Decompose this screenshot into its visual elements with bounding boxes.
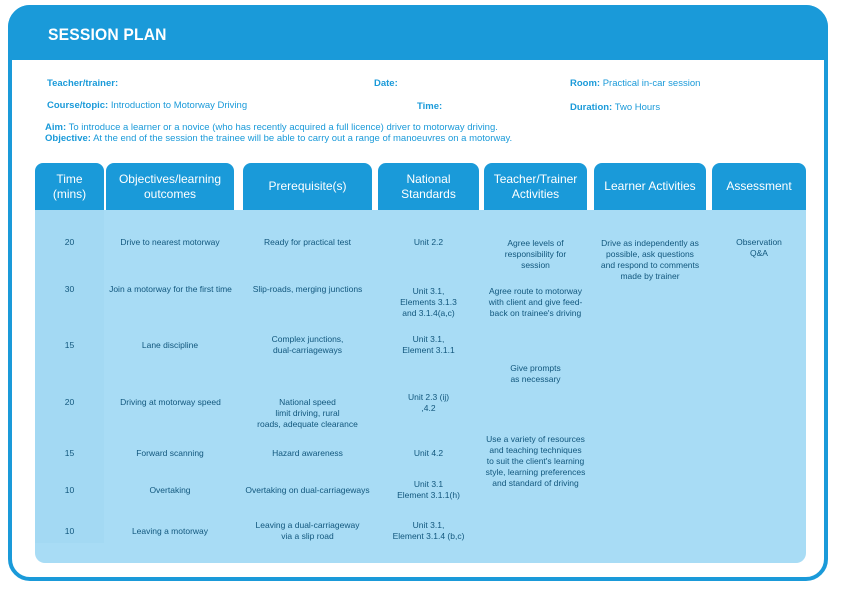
prereq-line: Ready for practical test	[264, 237, 351, 247]
teacher-activity	[482, 286, 589, 319]
date-label: Date:	[374, 78, 398, 89]
standards-line: Element 3.1.1(h)	[397, 490, 460, 501]
header-time	[35, 163, 104, 210]
row-prereq	[240, 448, 375, 459]
prereq-line: limit driving, rural	[275, 408, 340, 419]
activity-line: to suit the client's learning	[486, 456, 585, 467]
row-standards	[378, 479, 479, 501]
aim-label: Aim:	[45, 122, 67, 133]
row-prereq	[240, 237, 375, 248]
duration-label: Duration:	[570, 102, 613, 113]
row-prereq	[238, 485, 377, 496]
standards-line: Unit 2.3 (ij)	[407, 392, 450, 402]
header-tta-line1: Teacher/Trainer	[493, 172, 578, 187]
row-prereq	[240, 520, 375, 542]
row-objective: Join a motorway for the first time	[109, 284, 232, 294]
teacher-activity	[484, 238, 587, 271]
activity-line: with client and give feed-	[488, 297, 583, 308]
activity-line: Give prompts	[510, 363, 561, 373]
prereq-line: Complex junctions,	[271, 334, 344, 344]
standards-line: Elements 3.1.3	[400, 297, 457, 308]
assessment-line: Q&A	[750, 248, 768, 259]
header-prerequisites	[243, 163, 372, 210]
objective-label: Objective:	[45, 133, 91, 144]
row-objective: Driving at motorway speed	[120, 397, 221, 407]
standards-line: Unit 2.2	[413, 237, 444, 247]
row-standards	[378, 392, 479, 414]
header-tta-line2: Activities	[511, 186, 560, 201]
standards-line: Unit 3.1	[413, 479, 444, 489]
teacher-field	[47, 78, 118, 89]
room-label: Room:	[570, 78, 601, 89]
row-standards	[378, 237, 479, 248]
prereq-line: Leaving a dual-carriageway	[255, 520, 360, 530]
course-value: Introduction to Motorway Driving	[110, 100, 248, 111]
assessment-line: Observation	[736, 237, 782, 247]
standards-line: Element 3.1.1	[402, 345, 455, 356]
row-objective: Leaving a motorway	[131, 526, 209, 536]
header-standards	[378, 163, 479, 210]
activity-line: and standard of driving	[492, 478, 579, 489]
header-teacher-activities	[484, 163, 587, 210]
activity-line: session	[521, 260, 550, 271]
prereq-line: Slip-roads, merging junctions	[252, 284, 363, 294]
activity-line: back on trainee's driving	[489, 308, 582, 319]
standards-line: Unit 4.2	[413, 448, 444, 458]
learner-line: possible, ask questions	[606, 249, 694, 260]
standards-line: Unit 3.1,	[412, 334, 445, 344]
standards-line: and 3.1.4(a,c)	[402, 308, 455, 319]
activity-line: Agree levels of	[507, 238, 564, 248]
header-learner-text: Learner Activities	[604, 179, 696, 194]
row-objective: Drive to nearest motorway	[120, 237, 220, 247]
row-time: 10	[64, 526, 75, 536]
prereq-line: roads, adequate clearance	[257, 419, 358, 430]
assessment-cell	[712, 237, 806, 259]
header-ns-line2: Standards	[401, 186, 456, 201]
header-objectives	[106, 163, 234, 210]
activity-line: and teaching techniques	[489, 445, 582, 456]
activity-line: Agree route to motorway	[488, 286, 583, 296]
header-ns-line1: National	[406, 172, 451, 187]
learner-line: made by trainer	[620, 271, 680, 282]
row-standards	[378, 448, 479, 459]
activity-line: responsibility for	[504, 249, 567, 260]
standards-line: Element 3.1.4 (b,c)	[392, 531, 465, 542]
row-standards	[378, 520, 479, 542]
row-standards	[378, 286, 479, 319]
row-prereq	[240, 334, 375, 356]
header-obj-line1: Objectives/learning	[118, 172, 222, 187]
activity-line: as necessary	[510, 374, 561, 385]
row-objective: Forward scanning	[136, 448, 204, 458]
header-time-line2: (mins)	[52, 186, 87, 201]
standards-line: Unit 3.1,	[412, 520, 445, 530]
room-value: Practical in-car session	[602, 78, 701, 89]
row-time: 15	[64, 340, 75, 350]
room-field	[570, 78, 700, 89]
row-standards	[378, 334, 479, 356]
header-obj-line2: outcomes	[143, 186, 197, 201]
row-time: 20	[64, 237, 75, 247]
duration-field	[570, 102, 660, 113]
row-time: 30	[64, 284, 75, 294]
row-prereq	[240, 397, 375, 430]
teacher-activity	[484, 363, 587, 385]
header-assessment-text: Assessment	[726, 179, 792, 194]
objective-text: At the end of the session the trainee will be able to carry out a range of manoeuvres on a motorway.	[93, 133, 513, 144]
row-objective: Overtaking	[149, 485, 191, 495]
learner-line: and respond to comments	[600, 260, 700, 271]
time-label: Time:	[417, 101, 443, 112]
row-time: 10	[64, 485, 75, 495]
row-objective: Lane discipline	[141, 340, 199, 350]
prereq-line: dual-carriageways	[273, 345, 342, 356]
date-field	[374, 78, 398, 89]
activity-line: style, learning preferences	[485, 467, 586, 478]
row-time: 15	[64, 448, 75, 458]
duration-value: Two Hours	[614, 102, 661, 113]
learner-activity	[594, 238, 706, 282]
aim-text: To introduce a learner or a novice (who has recently acquired a full licence) driver to motorway driving.	[68, 122, 498, 133]
objective-line	[45, 133, 512, 144]
time-field	[417, 101, 442, 112]
row-time: 20	[64, 397, 75, 407]
header-prereq-text: Prerequisite(s)	[268, 179, 347, 194]
learner-line: Drive as independently as	[601, 238, 699, 248]
teacher-label: Teacher/trainer:	[47, 78, 119, 89]
row-prereq	[240, 284, 375, 295]
aim-line	[45, 122, 498, 133]
header-assessment	[712, 163, 806, 210]
activity-line: Use a variety of resources	[486, 434, 585, 444]
page-title: SESSION PLAN	[48, 25, 167, 44]
teacher-activity	[480, 434, 591, 489]
prereq-line: Hazard awareness	[272, 448, 343, 458]
header-time-line1: Time	[56, 172, 83, 187]
prereq-line: Overtaking on dual-carriageways	[245, 485, 370, 495]
header-learner-activities	[594, 163, 706, 210]
standards-line: ,4.2	[421, 403, 436, 414]
standards-line: Unit 3.1,	[412, 286, 445, 296]
course-field	[47, 100, 247, 111]
prereq-line: via a slip road	[281, 531, 334, 542]
course-label: Course/topic:	[47, 100, 109, 111]
prereq-line: National speed	[279, 397, 336, 407]
